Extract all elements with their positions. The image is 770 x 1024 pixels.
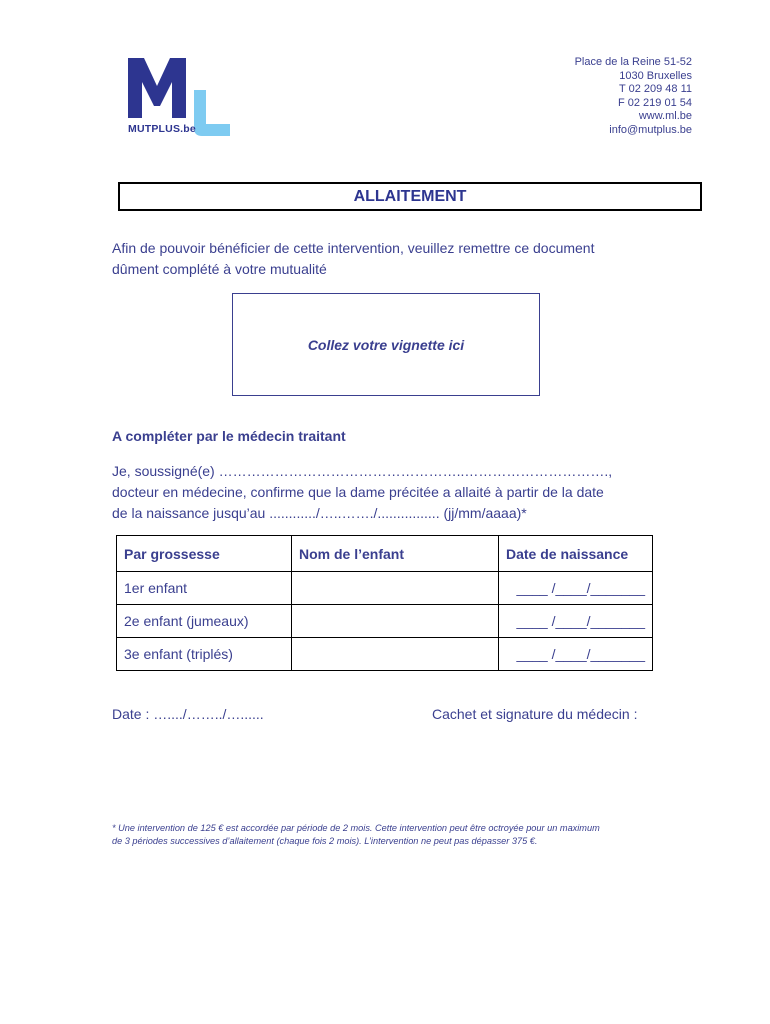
intro-line: Afin de pouvoir bénéficier de cette intervention, veuillez remettre ce document xyxy=(112,240,595,256)
birth-date-cell[interactable]: ____ /____/_______ xyxy=(499,638,653,671)
statement-line: docteur en médecine, confirme que la dame précitée a allaité à partir de la date xyxy=(112,484,604,500)
address-street: Place de la Reine 51-52 xyxy=(574,56,692,68)
table-header-row xyxy=(117,536,653,572)
date-field[interactable]: Date : …..../……../…...... xyxy=(112,706,264,722)
intro-paragraph xyxy=(112,238,595,280)
footnote-line: de 3 périodes successives d’allaitement (chaque fois 2 mois). L’intervention ne peut pas dépasser 375 €. xyxy=(112,836,538,846)
table-row xyxy=(117,605,653,638)
address-city: 1030 Bruxelles xyxy=(619,69,692,82)
document-title: ALLAITEMENT xyxy=(353,187,467,205)
pregnancy-cell: 2e enfant (jumeaux) xyxy=(117,605,292,638)
table-row xyxy=(117,638,653,671)
footnote-line: * Une intervention de 125 € est accordée par période de 2 mois. Cette intervention peut être octroyée pour un maximum xyxy=(112,823,600,833)
header-child-name: Nom de l’enfant xyxy=(292,536,499,572)
intro-line: dûment complété à votre mutualité xyxy=(112,261,327,277)
doctor-statement xyxy=(112,461,612,524)
address-phone: T 02 209 48 11 xyxy=(619,83,692,96)
address-fax: F 02 219 01 54 xyxy=(617,96,692,109)
vignette-label: Collez votre vignette ici xyxy=(307,336,465,353)
logo-letter-m xyxy=(128,58,186,118)
title-box xyxy=(118,182,702,211)
logo-text: MUTPLUS.be xyxy=(128,123,196,135)
statement-line-name[interactable]: Je, soussigné(e) ……………………………………………..…………………………., xyxy=(112,463,613,479)
statement-line-date[interactable]: de la naissance jusqu’au ............/…..……./................ (jj/mm/aaaa)* xyxy=(112,505,527,521)
header-pregnancy: Par grossesse xyxy=(117,536,292,572)
address-email[interactable]: info@mutplus.be xyxy=(609,123,692,136)
child-name-cell[interactable] xyxy=(292,572,499,605)
pregnancy-table xyxy=(116,535,653,671)
footnote xyxy=(112,822,672,848)
pregnancy-cell: 1er enfant xyxy=(117,572,292,605)
child-name-cell[interactable] xyxy=(292,605,499,638)
birth-date-cell[interactable]: ____ /____/_______ xyxy=(499,572,653,605)
pregnancy-cell: 3e enfant (triplés) xyxy=(117,638,292,671)
header-birth-date: Date de naissance xyxy=(499,536,653,572)
address-website[interactable]: www.ml.be xyxy=(638,110,692,123)
doctor-section-heading: A compléter par le médecin traitant xyxy=(112,428,346,444)
signature-label: Cachet et signature du médecin : xyxy=(432,706,638,722)
vignette-box xyxy=(232,293,540,396)
child-name-cell[interactable] xyxy=(292,638,499,671)
address-block xyxy=(575,56,692,138)
birth-date-cell[interactable]: ____ /____/_______ xyxy=(499,605,653,638)
table-row xyxy=(117,572,653,605)
logo-letter-l xyxy=(194,90,230,136)
